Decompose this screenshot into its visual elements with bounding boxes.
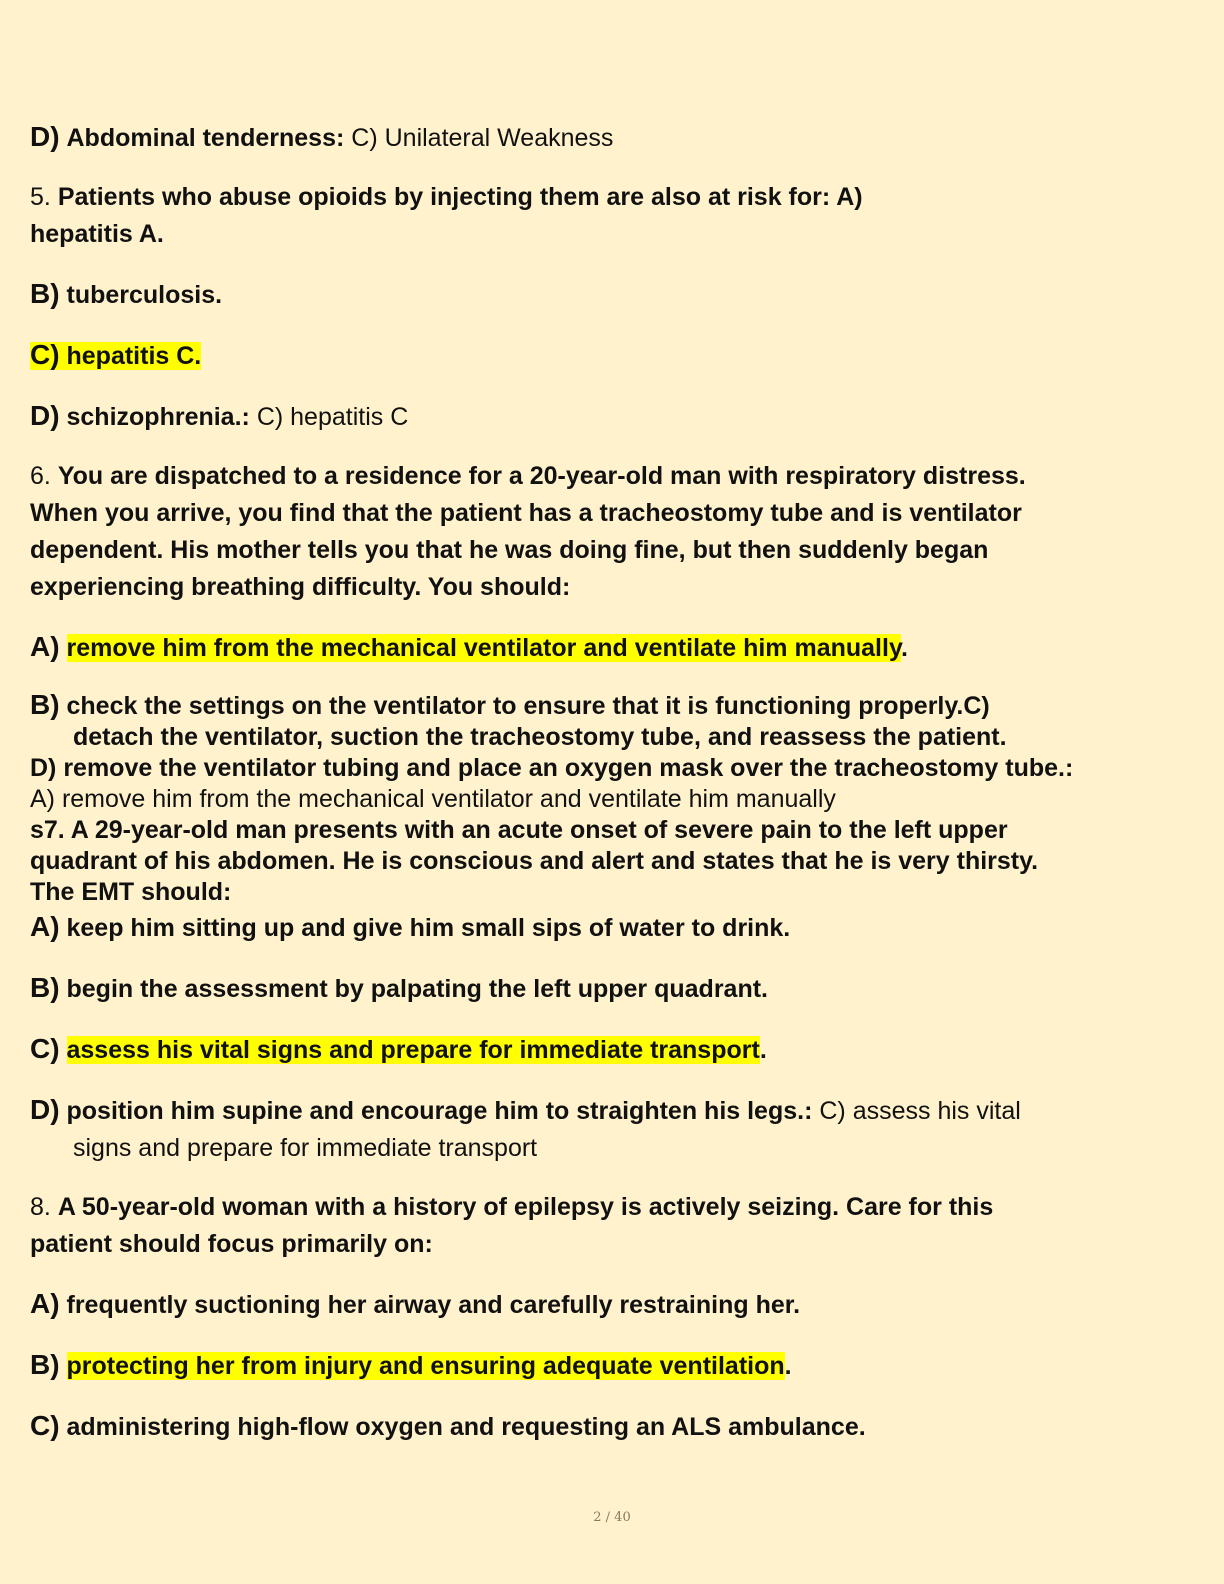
q8-option-a: A) frequently suctioning her airway and carefully restraining her. [30, 1288, 801, 1319]
q8-option-c: C) administering high-flow oxygen and requesting an ALS ambulance. [30, 1410, 866, 1441]
document-page [30, 118, 1196, 1446]
q7-option-a: A) keep him sitting up and give him small sips of water to drink. [30, 911, 791, 942]
q7-option-b: B) begin the assessment by palpating the left upper quadrant. [30, 972, 769, 1003]
q6-option-d: D) remove the ventilator tubing and place an oxygen mask over the tracheostomy tube.: [30, 754, 1074, 782]
q7-answer: signs and prepare for immediate transport [73, 1134, 538, 1162]
q6-answer: A) remove him from the mechanical ventilator and ventilate him manually [30, 785, 836, 813]
q6-option-c: detach the ventilator, suction the tracheostomy tube, and reassess the patient. [73, 723, 1007, 751]
question-8: 8. A 50-year-old woman with a history of epilepsy is actively seizing. Care for this patient should focus primarily on: [30, 1193, 994, 1258]
question-5: 5. Patients who abuse opioids by injecting them are also at risk for: A) hepatitis A. [30, 183, 863, 248]
q5-option-c-highlighted: C) hepatitis C. [30, 339, 202, 370]
q5-option-d: D) schizophrenia.: C) hepatitis C [30, 400, 409, 431]
q5-option-b: B) tuberculosis. [30, 278, 223, 309]
q4-answer: C) Unilateral Weakness [351, 124, 614, 152]
question-7: s7. A 29-year-old man presents with an acute onset of severe pain to the left upper quadrant of his abdomen. He is conscious and alert and states that he is very thirsty. The EMT should: [30, 816, 1039, 906]
q5-answer: C) hepatitis C [256, 403, 409, 431]
question-6: 6. You are dispatched to a residence for a 20-year-old man with respiratory distress. When you arrive, you find that the patient has a tracheostomy tube and is ventilator dependent. His mother tells you that he was doing fine, but then suddenly began experiencing breathing difficulty. You should: [30, 462, 1026, 601]
q7-option-d: D) position him supine and encourage him to straighten his legs.: C) assess his vital [30, 1094, 1021, 1125]
q8-option-b-highlighted: B) protecting her from injury and ensuring adequate ventilation. [30, 1349, 792, 1380]
q6-option-b: B) check the settings on the ventilator to ensure that it is functioning properly.C) [30, 689, 990, 720]
q6-option-a-highlighted: A) remove him from the mechanical ventilator and ventilate him manually. [30, 631, 908, 662]
q7-option-c-highlighted: C) assess his vital signs and prepare for immediate transport. [30, 1033, 767, 1064]
q4-option-d: D) Abdominal tenderness: C) Unilateral Weakness [30, 121, 614, 152]
page-number: 2 / 40 [593, 1510, 631, 1525]
